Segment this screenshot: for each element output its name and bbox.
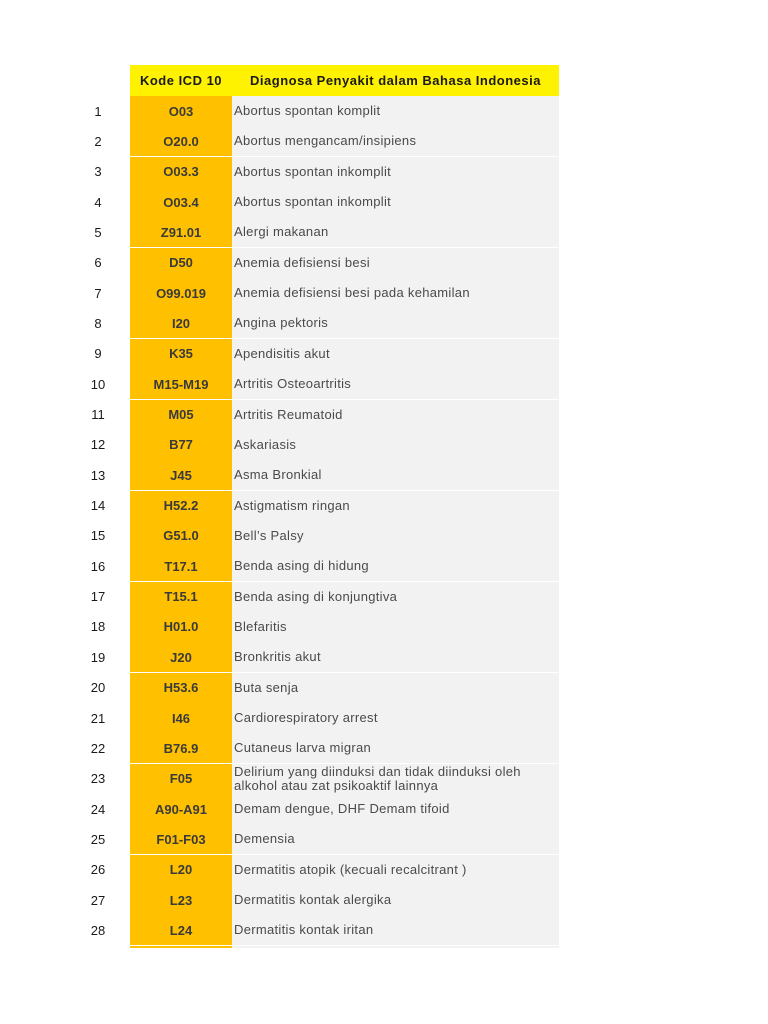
diagnosis-cell: Angina pektoris (232, 308, 559, 338)
row-number: 26 (90, 862, 106, 878)
table-row (0, 430, 560, 460)
icd-code-cell: I20 (130, 308, 232, 338)
table-row (0, 96, 560, 126)
row-number: 5 (94, 224, 102, 240)
icd-code-cell: L23 (130, 885, 232, 915)
diagnosis-cell: Bell’s Palsy (232, 521, 559, 551)
diagnosis-cell: Abortus mengancam/insipiens (232, 126, 559, 156)
row-number: 3 (94, 164, 102, 180)
icd-code-cell: M05 (130, 400, 232, 430)
table-row (0, 885, 560, 915)
row-number: 21 (90, 710, 106, 726)
table-header (0, 65, 560, 96)
diagnosis-cell: Anemia defisiensi besi (232, 248, 559, 278)
table-row (0, 339, 560, 369)
row-number: 11 (91, 407, 105, 422)
table-row (0, 824, 560, 854)
icd-code-cell: O03 (130, 96, 232, 126)
row-number: 18 (90, 619, 106, 635)
row-number: 22 (90, 740, 106, 756)
diagnosis-cell: Delirium yang diinduksi dan tidak diinduksi oleh alkohol atau zat psikoaktif lainnya (232, 764, 559, 794)
diagnosis-cell: Dermatitis atopik (kecuali recalcitrant ) (232, 855, 559, 885)
table-row (0, 521, 560, 551)
icd-code-cell: G51.0 (130, 521, 232, 551)
row-number: 9 (94, 346, 102, 362)
diagnosis-cell: Cutaneus larva migran (232, 733, 559, 763)
table-bottom-edge (0, 946, 429, 948)
icd-code-cell: H53.6 (130, 673, 232, 703)
header-code: Kode ICD 10 (130, 65, 232, 96)
table-row (0, 278, 560, 308)
row-number: 17 (90, 589, 106, 605)
icd-code-cell: O99.019 (130, 278, 232, 308)
table-row (0, 187, 560, 217)
icd-code-cell: F05 (130, 764, 232, 794)
diagnosis-cell: Abortus spontan komplit (232, 96, 559, 126)
diagnosis-cell: Bronkritis akut (232, 642, 559, 672)
diagnosis-cell: Abortus spontan inkomplit (232, 157, 559, 187)
table-row (0, 642, 560, 672)
icd-code-cell: H01.0 (130, 612, 232, 642)
table-row (0, 733, 560, 763)
diagnosis-cell: Artritis Osteoartritis (232, 369, 559, 399)
row-number: 4 (94, 194, 102, 210)
diagnosis-cell: Artritis Reumatoid (232, 400, 559, 430)
diagnosis-cell: Demam dengue, DHF Demam tifoid (232, 794, 559, 824)
diagnosis-cell: Astigmatism ringan (232, 491, 559, 521)
diagnosis-cell: Dermatitis kontak alergika (232, 885, 559, 915)
icd-code-cell: O20.0 (130, 126, 232, 156)
table-row (0, 157, 560, 187)
diagnosis-cell: Dermatitis kontak iritan (232, 915, 559, 945)
row-number: 1 (94, 103, 102, 119)
icd-code-cell: I46 (130, 703, 232, 733)
row-number: 6 (94, 255, 102, 271)
table-row (0, 794, 560, 824)
diagnosis-cell: Benda asing di hidung (232, 551, 559, 581)
row-number: 2 (94, 133, 102, 149)
icd-code-cell: L24 (130, 915, 232, 945)
icd-code-cell: B76.9 (130, 733, 232, 763)
icd-code-cell: B77 (130, 430, 232, 460)
row-number: 23 (90, 771, 106, 787)
table-row (0, 764, 560, 794)
diagnosis-cell: Demensia (232, 824, 559, 854)
icd-code-cell: T17.1 (130, 551, 232, 581)
icd-code-cell: T15.1 (130, 582, 232, 612)
icd-code-cell: O03.4 (130, 187, 232, 217)
row-number: 28 (90, 922, 106, 938)
diagnosis-cell: Anemia defisiensi besi pada kehamilan (232, 278, 559, 308)
row-number: 13 (90, 467, 106, 483)
icd-code-cell: K35 (130, 339, 232, 369)
row-number: 25 (90, 831, 106, 847)
table-row (0, 400, 560, 430)
icd-code-cell: D50 (130, 248, 232, 278)
row-number: 14 (90, 498, 106, 514)
table-row (0, 369, 560, 399)
icd-code-cell: L20 (130, 855, 232, 885)
table-row (0, 308, 560, 338)
diagnosis-cell: Buta senja (232, 673, 559, 703)
bottom-edge-code (130, 946, 232, 948)
diagnosis-cell: Asma Bronkial (232, 460, 559, 490)
bottom-edge-diagnosis (232, 946, 559, 948)
row-number: 20 (90, 680, 106, 696)
table-row (0, 703, 560, 733)
diagnosis-cell: Askariasis (232, 430, 559, 460)
row-number: 15 (90, 528, 106, 544)
row-number: 10 (90, 376, 106, 392)
icd-code-cell: J45 (130, 460, 232, 490)
row-number: 7 (94, 285, 102, 301)
row-number: 8 (94, 315, 102, 331)
row-number: 16 (90, 558, 106, 574)
icd-code-cell: O03.3 (130, 157, 232, 187)
table-row (0, 582, 560, 612)
table-row (0, 491, 560, 521)
diagnosis-cell: Blefaritis (232, 612, 559, 642)
diagnosis-cell: Cardiorespiratory arrest (232, 703, 559, 733)
table-row (0, 126, 560, 156)
diagnosis-cell: Apendisitis akut (232, 339, 559, 369)
table-row (0, 460, 560, 490)
row-number: 19 (90, 649, 106, 665)
diagnosis-cell: Benda asing di konjungtiva (232, 582, 559, 612)
row-number: 12 (90, 437, 106, 453)
icd-code-cell: A90-A91 (130, 794, 232, 824)
table-row (0, 612, 560, 642)
header-diagnosis: Diagnosa Penyakit dalam Bahasa Indonesia (232, 65, 559, 96)
table-row (0, 915, 560, 945)
row-number: 27 (90, 892, 106, 908)
table-row (0, 217, 560, 247)
diagnosis-cell: Abortus spontan inkomplit (232, 187, 559, 217)
table-row (0, 855, 560, 885)
table-row (0, 248, 560, 278)
icd-code-cell: J20 (130, 642, 232, 672)
table-row (0, 673, 560, 703)
row-number: 24 (90, 801, 106, 817)
diagnosis-cell: Alergi makanan (232, 217, 559, 247)
table-row (0, 551, 560, 581)
icd-code-cell: Z91.01 (130, 217, 232, 247)
icd-code-cell: M15-M19 (130, 369, 232, 399)
icd-code-cell: F01-F03 (130, 824, 232, 854)
icd-code-cell: H52.2 (130, 491, 232, 521)
